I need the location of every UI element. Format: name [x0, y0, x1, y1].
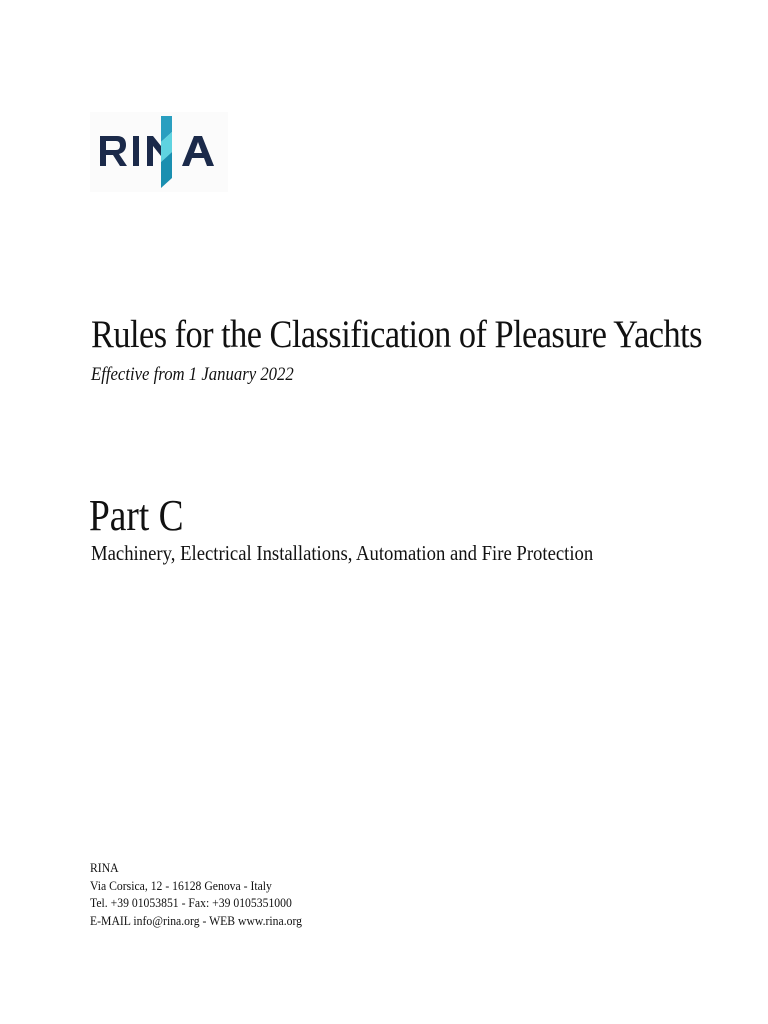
part-title: Part C	[89, 491, 184, 540]
document-title: Rules for the Classification of Pleasure Yachts	[91, 313, 702, 356]
effective-date: Effective from 1 January 2022	[91, 364, 294, 385]
part-subtitle: Machinery, Electrical Installations, Automation and Fire Protection	[91, 541, 594, 565]
address-org: RINA	[90, 860, 119, 875]
address-phone: Tel. +39 01053851 - Fax: +39 0105351000	[90, 895, 292, 910]
address-street: Via Corsica, 12 - 16128 Genova - Italy	[90, 877, 272, 893]
rina-logo	[90, 112, 228, 192]
rina-logo-icon	[90, 112, 228, 192]
address-web: E-MAIL info@rina.org - WEB www.rina.org	[90, 912, 303, 928]
address-block	[90, 859, 302, 929]
